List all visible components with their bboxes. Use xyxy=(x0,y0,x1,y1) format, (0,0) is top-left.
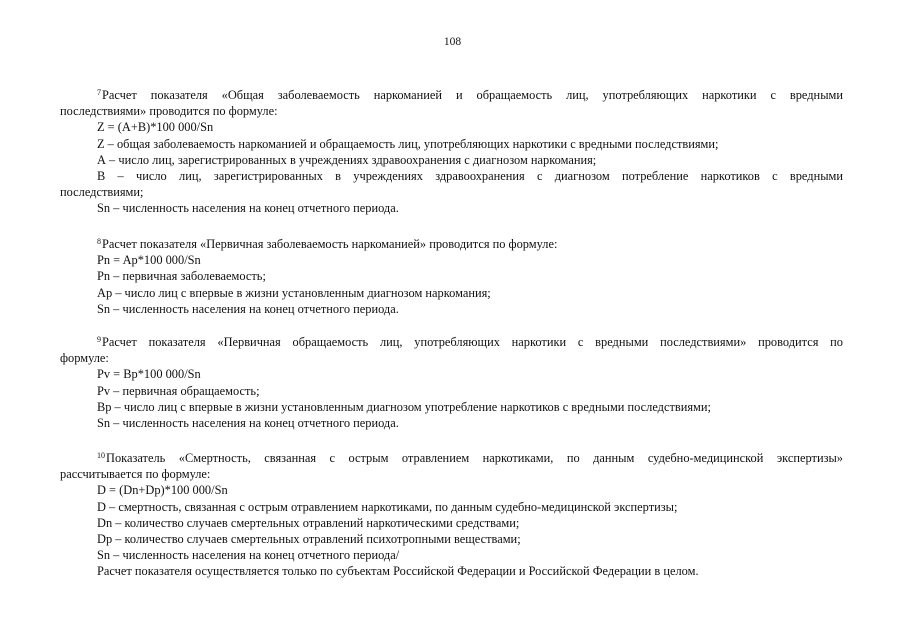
definition-line: Bp – число лиц с впервые в жизни установленным диагнозом употребление наркотиков с вредными последствиями; xyxy=(97,399,711,414)
footnote-heading: $^8$Расчет показателя «Первичная заболеваемость наркоманией» проводится по формуле: xyxy=(97,237,558,251)
footnote-number: 9 xyxy=(97,335,101,344)
footnote-number: 8 xyxy=(97,237,101,246)
footnote-section xyxy=(60,236,843,317)
footnote-heading: $^9$Расчет показателя «Первичная обращаемость лиц, употребляющих наркотики с вредными последствиями» проводится по xyxy=(97,335,843,349)
definition-line: Pn – первичная заболеваемость; xyxy=(97,269,266,284)
definition-line: Sn – численность населения на конец отчетного периода/ xyxy=(97,548,400,563)
footnote-section xyxy=(60,334,843,431)
formula: Pv = Bp*100 000/Sn xyxy=(97,367,201,382)
definition-line: Pv – первичная обращаемость; xyxy=(97,383,260,398)
footnote-heading: $^7$Расчет показателя «Общая заболеваемость наркоманией и обращаемость лиц, употребляющих наркотики с вредными xyxy=(97,88,843,102)
footnote-section xyxy=(60,87,843,217)
definition-line: Z – общая заболеваемость наркоманией и обращаемость лиц, употребляющих наркотики с вредными последствиями; xyxy=(97,136,719,151)
definition-line: Dp – количество случаев смертельных отравлений психотропными веществами; xyxy=(97,531,521,546)
definition-line: Sn – численность населения на конец отчетного периода. xyxy=(97,415,399,430)
footnote-heading: последствиями» проводится по формуле: xyxy=(60,104,278,119)
footnote-number: 7 xyxy=(97,88,101,97)
definition-line: Sn – численность населения на конец отчетного периода. xyxy=(97,201,399,216)
footnote-number: 10 xyxy=(97,451,105,460)
definition-line: Расчет показателя осуществляется только по субъектам Российской Федерации и Российской Федерации в целом. xyxy=(97,564,699,579)
footnote-section xyxy=(60,450,843,580)
footnote-heading: формуле: xyxy=(60,351,109,366)
footnote-heading: рассчитывается по формуле: xyxy=(60,467,211,482)
definition-line: Dn – количество случаев смертельных отравлений наркотическими средствами; xyxy=(97,515,520,530)
definition-line: Ap – число лиц с впервые в жизни установленным диагнозом наркомания; xyxy=(97,285,491,300)
formula: D = (Dn+Dp)*100 000/Sn xyxy=(97,483,228,498)
definition-line: Sn – численность населения на конец отчетного периода. xyxy=(97,301,399,316)
formula: Z = (A+B)*100 000/Sn xyxy=(97,120,214,135)
definition-line: В – число лиц, зарегистрированных в учреждениях здравоохранения с диагнозом потребление наркотиков с вредными xyxy=(97,168,843,183)
formula: Pn = Ap*100 000/Sn xyxy=(97,253,201,268)
definition-line: последствиями; xyxy=(60,185,144,200)
page-number: 108 xyxy=(443,36,462,48)
definition-line: А – число лиц, зарегистрированных в учреждениях здравоохранения с диагнозом наркомания; xyxy=(97,152,597,167)
footnote-heading: $^{10}$Показатель «Смертность, связанная с острым отравлением наркотиками, по данным судебно-медицинской экспертизы» xyxy=(97,451,843,465)
definition-line: D – смертность, связанная с острым отравлением наркотиками, по данным судебно-медицинской экспертизы; xyxy=(97,499,678,514)
